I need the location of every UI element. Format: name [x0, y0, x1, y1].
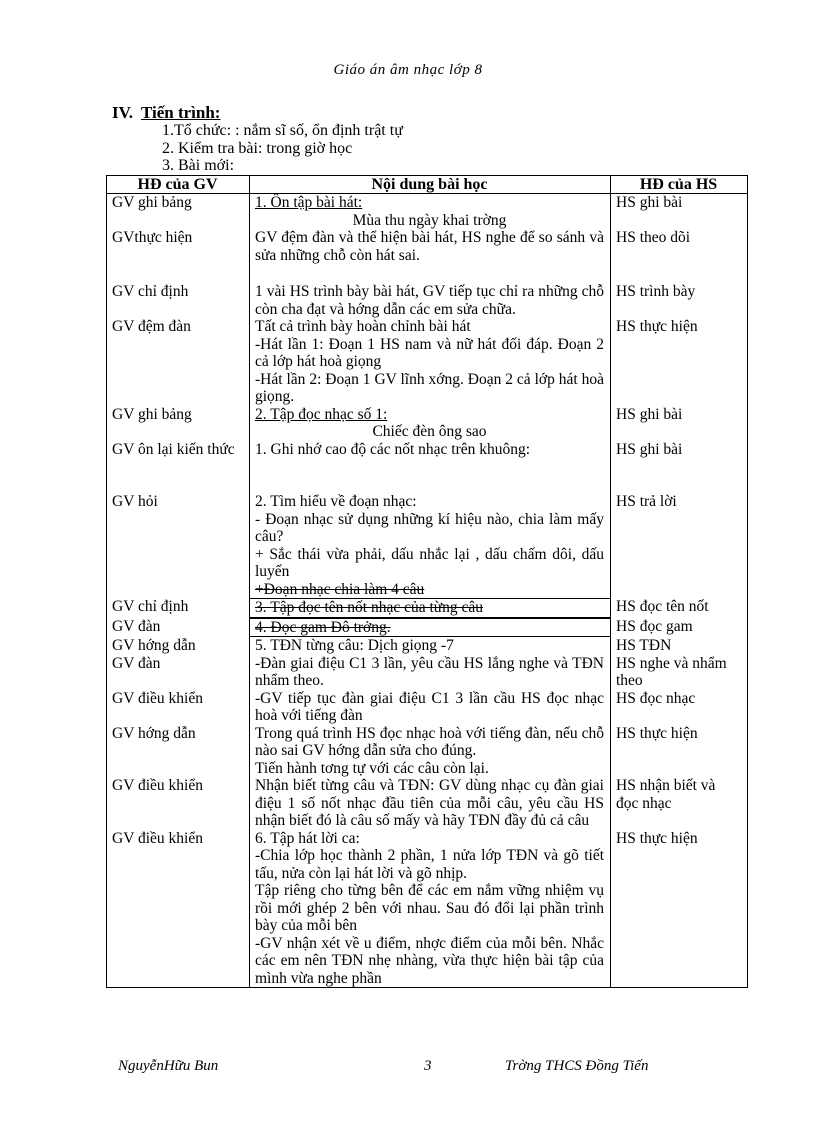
header-content: Nội dung bài học	[250, 176, 611, 194]
lesson-table	[106, 175, 748, 988]
content-line: -Hát lần 2: Đoạn 1 GV lĩnh xớng. Đoạn 2 cả lớp hát hoà giọng.	[255, 370, 604, 405]
hs-cell: HS thực hiện	[611, 830, 748, 988]
gv-cell: GV điều khiển	[107, 830, 250, 988]
content-line: -Chia lớp học thành 2 phần, 1 nửa lớp TĐN và gõ tiết tấu, nửa còn lại hát lời và gõ nhịp.	[255, 847, 604, 882]
table-row	[107, 725, 748, 778]
table-row	[107, 406, 748, 441]
intro-line-2: 2. Kiểm tra bài: trong giờ học	[162, 140, 353, 157]
gv-cell: GV hỏi	[107, 493, 250, 598]
gv-cell: GV chỉ định	[107, 598, 250, 618]
content-cell	[250, 406, 611, 441]
table-row	[107, 690, 748, 725]
content-line: 6. Tập hát lời ca:	[255, 829, 360, 847]
gv-cell: GV điều khiển	[107, 777, 250, 830]
content-line: 4. Đọc gam Đô trởng.	[250, 618, 610, 638]
content-line: +Đoạn nhạc chia làm 4 câu	[255, 580, 425, 598]
content-line: 1. Ghi nhớ cao độ các nốt nhạc trên khuông:	[255, 440, 531, 458]
hs-cell: HS đọc tên nốt	[611, 598, 748, 618]
content-line: Nhận biết từng câu và TĐN: GV dùng nhạc cụ đàn giai điệu 1 số nốt nhạc đầu tiên của mỗi câu, yêu cầu HS nhận biết đó là câu số mấy và hãy TĐN đầy đủ cả câu	[255, 777, 604, 829]
content-line: 3. Tập đọc tên nốt nhạc của từng câu	[250, 598, 610, 618]
hs-cell: HS ghi bài	[611, 406, 748, 441]
hs-cell: HS trả lời	[611, 493, 748, 598]
content-line: 2. Tìm hiểu về đoạn nhạc:	[255, 493, 417, 510]
section-number: IV.	[112, 103, 133, 122]
footer-author: NguyễnHữu Bun	[118, 1058, 219, 1074]
hs-cell: HS ghi bài	[611, 194, 748, 230]
table-row	[107, 598, 748, 618]
hs-cell: HS theo dõi	[611, 229, 748, 283]
gv-cell: GV đàn	[107, 618, 250, 638]
hs-cell: HS thực hiện	[611, 318, 748, 406]
content-cell	[250, 194, 611, 230]
gv-cell: GV hớng dẫn	[107, 637, 250, 655]
table-header-row	[107, 176, 748, 194]
table-row	[107, 493, 748, 598]
content-line: GV đệm đàn và thể hiện bài hát, HS nghe để so sánh và sửa những chỗ còn hát sai.	[255, 229, 604, 264]
table-row	[107, 318, 748, 406]
footer-school: Trờng THCS Đồng Tiến	[505, 1058, 649, 1074]
content-cell	[250, 493, 611, 598]
table-row	[107, 830, 748, 988]
gv-cell: GV đệm đàn	[107, 318, 250, 406]
content-line: 5. TĐN từng câu: Dịch giọng -7	[255, 637, 454, 654]
header-hs: HĐ của HS	[611, 176, 748, 194]
table-row	[107, 283, 748, 318]
hs-cell: HS trình bày	[611, 283, 748, 318]
content-cell	[250, 283, 611, 318]
section-label: Tiến trình:	[140, 103, 221, 122]
content-cell	[250, 618, 611, 638]
header-gv: HĐ của GV	[107, 176, 250, 194]
content-cell	[250, 725, 611, 778]
table-row	[107, 777, 748, 830]
content-cell	[250, 830, 611, 988]
table-row	[107, 229, 748, 283]
hs-cell: HS đọc nhạc	[611, 690, 748, 725]
gv-cell: GV điều khiển	[107, 690, 250, 725]
hs-cell: HS ghi bài	[611, 441, 748, 494]
content-line: 1. Ôn tập bài hát:	[255, 194, 363, 211]
content-cell	[250, 655, 611, 690]
gv-cell: GV chỉ định	[107, 283, 250, 318]
content-line: + Sắc thái vừa phải, dấu nhắc lại , dấu chấm dôi, dấu luyến	[255, 545, 604, 580]
table-row	[107, 194, 748, 230]
content-cell	[250, 318, 611, 406]
intro-line-1: 1.Tổ chức: : nắm sĩ số, ổn định trật tự	[162, 122, 403, 139]
gv-cell: GV ghi bảng	[107, 194, 250, 230]
content-line: -Hát lần 1: Đoạn 1 HS nam và nữ hát đối đáp. Đoạn 2 cả lớp hát hoà giọng	[255, 335, 604, 370]
hs-cell: HS thực hiện	[611, 725, 748, 778]
content-cell	[250, 777, 611, 830]
table-row	[107, 441, 748, 494]
content-line: -GV nhận xét về u điểm, nhợc điểm của mỗi bên. Nhắc các em nên TĐN nhẹ nhàng, vừa thực hiện bài tập của mình vừa nghe phần	[255, 934, 604, 987]
hs-cell: HS nhận biết và đọc nhạc	[611, 777, 748, 830]
table-row	[107, 618, 748, 638]
content-cell	[250, 441, 611, 494]
content-cell	[250, 690, 611, 725]
gv-cell: GV đàn	[107, 655, 250, 690]
content-cell	[250, 637, 611, 655]
content-line: 1 vài HS trình bày bài hát, GV tiếp tục chỉ ra những chỗ còn cha đạt và hớng dẫn các em sửa chữa.	[255, 283, 604, 318]
header-title: Giáo án âm nhạc lớp 8	[333, 62, 483, 78]
content-cell	[250, 598, 611, 618]
section-heading	[112, 103, 220, 123]
content-line: Tiến hành tơng tự với các câu còn lại.	[255, 759, 489, 777]
content-line: - Đoạn nhạc sử dụng những kí hiệu nào, chia làm mấy câu?	[255, 510, 604, 545]
table-row	[107, 637, 748, 655]
content-cell	[250, 229, 611, 283]
hs-cell: HS TĐN	[611, 637, 748, 655]
footer-page-number: 3	[424, 1058, 432, 1074]
gv-cell: GVthực hiện	[107, 229, 250, 283]
hs-cell: HS đọc gam	[611, 618, 748, 638]
gv-cell: GV ôn lại kiến thức	[107, 441, 250, 494]
staff-blank-space	[255, 458, 604, 493]
content-line: Chiếc đèn ông sao	[372, 423, 487, 440]
table-row	[107, 655, 748, 690]
content-line: -Đàn giai điệu C1 3 lần, yêu cầu HS lắng nghe và TĐN nhẩm theo.	[255, 654, 604, 689]
intro-line-3: 3. Bài mới:	[162, 157, 235, 174]
hs-cell: HS nghe và nhẩm theo	[611, 655, 748, 690]
content-line: Mùa thu ngày khai trờng	[352, 211, 507, 229]
content-line: 2. Tập đọc nhạc số 1:	[255, 405, 388, 423]
content-line: Tập riêng cho từng bên để các em nắm vững nhiệm vụ rồi mới ghép 2 bên với nhau. Sau đó đổi lại phần trình bày của mỗi bên	[255, 882, 604, 934]
gv-cell: GV ghi bảng	[107, 406, 250, 441]
content-line: Trong quá trình HS đọc nhạc hoà với tiếng đàn, nếu chỗ nào sai GV hớng dẫn sửa cho đúng.	[255, 724, 604, 759]
content-line: Tất cả trình bày hoàn chỉnh bài hát	[255, 318, 471, 335]
content-line: -GV tiếp tục đàn giai điệu C1 3 lần cầu HS đọc nhạc hoà với tiếng đàn	[255, 689, 604, 724]
gv-cell: GV hớng dẫn	[107, 725, 250, 778]
